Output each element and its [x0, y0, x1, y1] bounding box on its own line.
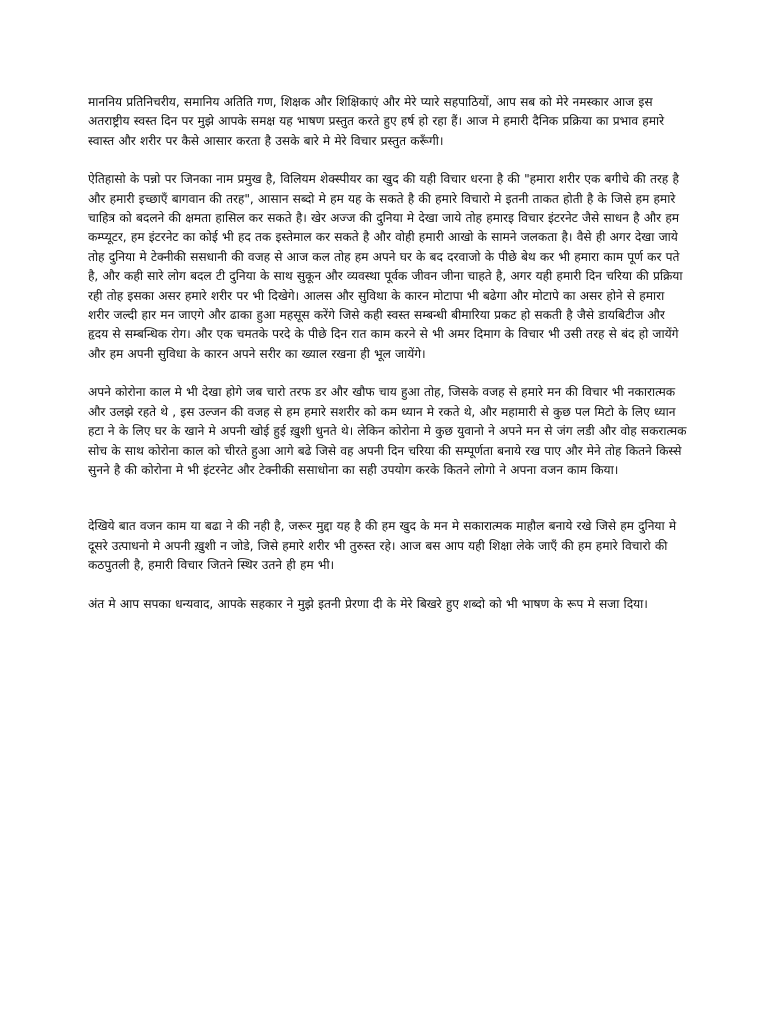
paragraph-greeting: माननिय प्रतिनिचरीय, समानिय अतिति गण, शिक्षक और शिक्षिकाएं और मेरे प्यारे सहपाठियों, आप सब को मेरे नमस्कार आज इस अतराष्ट्रीय स्वस्त दिन पर मुझे आपके समक्ष यह भाषण प्रस्तुत करते हुए हर्ष हो रहा हैं। आज मे हमारी दैनिक प्रक्रिया का प्रभाव हमारे स्वास्त और शरीर पर कैसे आसार करता है उसके बारे मे मेरे विचार प्रस्तुत करूँगी।: [88, 95, 665, 148]
paragraph-corona: अपने कोरोना काल मे भी देखा होगे जब चारो तरफ डर और खौफ चाय हुआ तोह, जिसके वजह से हमारे मन की विचार भी नकारात्मक और उलझे रहते थे , इस उल्जन की वजह से हम हमारे सशरीर को कम ध्यान मे रकते थे, और महामारी से कुछ पल मिटो के लिए ध्यान हटा ने के लिए घर के खाने मे अपनी खोई हुई ख़ुशी धुनते थे। लेकिन कोरोना मे कुछ युवानो ने अपने मन से जंग लडी और वोह सकरात्मक सोच के साथ कोरोना काल को चीरते हुआ आगे बढे जिसे वह अपनी दिन चरिया की सम्पूर्णता बनाये रख पाए और मेने तोह कितने किस्से सुनने है की कोरोना मे भी इंटरनेट और टेक्नीकी ससाधोना का सही उपयोग करके कितने लोगो ने अपना वजन काम किया।: [88, 385, 687, 477]
paragraph-thanks: अंत मे आप सपका धन्यवाद, आपके सहकार ने मुझे इतनी प्रेरणा दी के मेरे बिखरे हुए शब्दो को भी भाषण के रूप मे सजा दिया।: [88, 596, 648, 611]
paragraph-shakespeare: ऐतिहासो के पन्नो पर जिनका नाम प्रमुख है, विलियम शेक्स्पीयर का खुद की यही विचार धरना है की "हमारा शरीर एक बगीचे की तरह है और हमारी इच्छाएँ बागवान की तरह", आसान सब्दो मे हम यह के सकते है की हमारे विचारो मे इतनी ताकत होती है के जिसे हम हमारे चाहित्र को बदलने की क्षमता हासिल कर सकते है। खेर अज्ज की दुनिया मे देखा जाये तोह हमारइ विचार इंटरनेट जैसे साधन है और हम कम्प्यूटर, हम इंटरनेट का कोई भी हद तक इस्तेमाल कर सकते है और वोही हमारी आखो के सामने जलकता है। वैसे ही अगर देखा जाये तोह दुनिया मे टेक्नीकी ससधानी की वजह से आज कल तोह हम अपने घर के बद दरवाजो के पीछे बेथ कर भी हमारा काम पूर्ण कर पते है, और कही सारे लोग बदल टी दुनिया के साथ सुकून और व्यवस्था पूर्वक जीवन जीना चाहते है, अगर यही हमारी दिन चरिया की प्रक्रिया रही तोह इसका असर हमारे शरीर पर भी दिखेगे। आलस और सुविथा के कारन मोटापा भी बढेगा और मोटापे का असर होने से हमारा शरीर जल्दी हार मन जाएगे और ढाका हुआ महसूस करेंगे जिसे कही स्वस्त सम्बन्धी बीमारिया प्रकट हो सकती है जैसे डायबिटीज और हृदय से सम्बन्धिक रोग। और एक चमतके परदे के पीछे दिन रात काम करने से भी अमर दिमाग के विचार भी उसी तरह से बंद हो जायेंगे और हम अपनी सुविधा के कारन अपने सरीर का ख्याल रखना ही भूल जायेंगे।: [88, 172, 683, 361]
paragraph-message: देखिये बात वजन काम या बढा ने की नही है, जरूर मुद्दा यह है की हम खुद के मन मे सकारात्मक माहौल बनाये रखे जिसे हम दुनिया मे दूसरे उत्पाधनो मे अपनी ख़ुशी न जोडे, जिसे हमारे शरीर भी तुरुस्त रहे। आज बस आप यही शिक्षा लेके जाएँ की हम हमारे विचारो की कठपुतली है, हमारी विचार जितने स्थिर उतने ही हम भी।: [88, 519, 677, 573]
document-page: [88, 93, 688, 614]
